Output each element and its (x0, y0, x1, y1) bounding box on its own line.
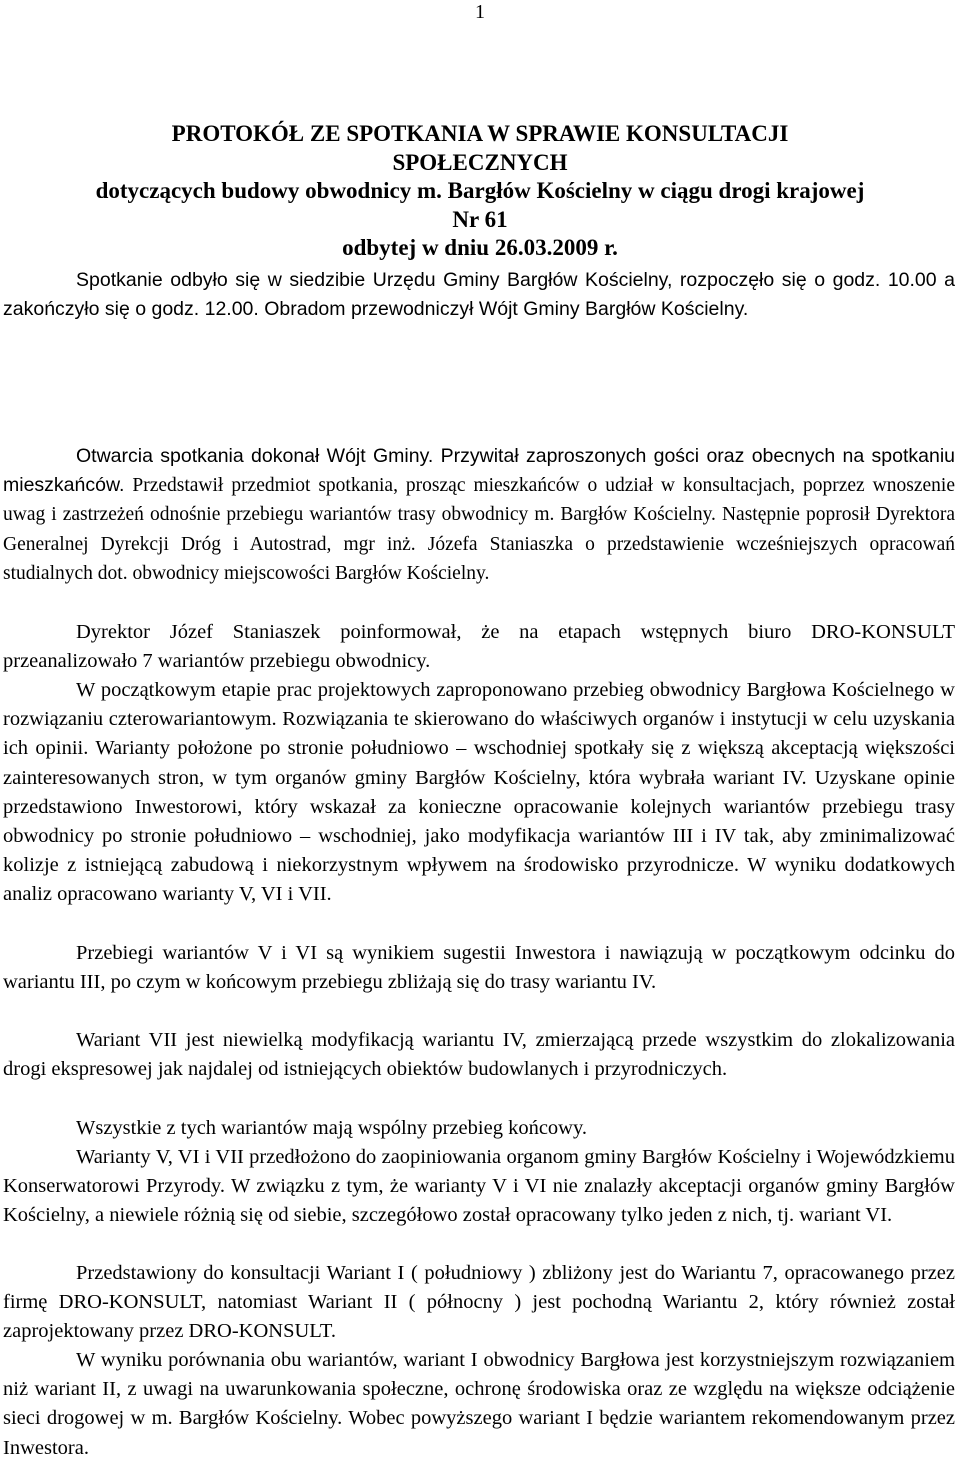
title-line-3: dotyczących budowy obwodnicy m. Bargłów Kościelny w ciągu drogi krajowej (95, 178, 865, 203)
page-number: 1 (475, 1, 485, 23)
title-line-2: SPOŁECZNYCH (392, 149, 568, 175)
paragraph-variants-v-vi: Przebiegi wariantów V i VI są wynikiem sugestii Inwestora i nawiązują w początkowym odcinku do wariantu III, po czym w końcowym przebiegu zbliżają się do trasy wariantu IV. (3, 942, 955, 994)
paragraph-opening-part-2: Przedstawił przedmiot spotkania, prosząc mieszkańców o udział w konsultacjach, poprzez wnoszenie uwag i zastrzeżeń odnośnie przebiegu wariantów trasy obwodnicy m. Bargłów Kościelny. Następnie poprosił Dyrektora Generalnej Dyrekcji Dróg i Autostrad, mgr inż. Józefa Staniaszka o przedstawienie wcześniejszych opracowań studialnych dot. obwodnicy miejscowości Bargłów Kościelny. (3, 475, 955, 584)
paragraph-variant-vii: Wariant VII jest niewielką modyfikacją wariantu IV, zmierzającą przede wszystkim do zlokalizowania drogi ekspresowej jak najdalej od istniejących obiektów budowlanych i przyrodniczych. (3, 1029, 955, 1081)
title-line-5: odbytej w dniu 26.03.2009 r. (342, 235, 618, 260)
paragraph-common-route: Wszystkie z tych wariantów mają wspólny przebieg końcowy. (76, 1117, 588, 1139)
paragraph-meeting-info: Spotkanie odbyło się w siedzibie Urzędu Gminy Bargłów Kościelny, rozpoczęło się o godz. 10.00 a zakończyło się o godz. 12.00. Obradom przewodniczył Wójt Gminy Bargłów Kościelny. (3, 269, 955, 321)
document-title (60, 120, 900, 263)
paragraph-opening-part-1: Otwarcia spotkania dokonał Wójt Gminy. Przywitał zaproszonych gości oraz obecnych na spotkaniu mieszkańców. (3, 445, 955, 497)
title-line-1: PROTOKÓŁ ZE SPOTKANIA W SPRAWIE KONSULTACJI (171, 121, 789, 146)
title-line-4: Nr 61 (452, 206, 508, 232)
paragraph-director-info: Dyrektor Józef Staniaszek poinformował, że na etapach wstępnych biuro DRO-KONSULT przeanalizowało 7 wariantów przebiegu obwodnicy. (3, 621, 955, 673)
paragraph-opinions: Warianty V, VI i VII przedłożono do zaopiniowania organom gminy Bargłów Kościelny i Wojewódzkiemu Konserwatorowi Przyrody. W związku z tym, że warianty V i VI nie znalazły akceptacji organów gminy Bargłów Kościelny, a niewiele różnią się od siebie, szczegółowo został opracowany tylko jeden z nich, tj. wariant VI. (3, 1146, 955, 1227)
paragraph-consultation-variants: Przedstawiony do konsultacji Wariant I ( południowy ) zbliżony jest do Wariantu 7, opracowanego przez firmę DRO-KONSULT, natomiast Wariant II ( północny ) jest pochodną Wariantu 2, który również został zaprojektowany przez DRO-KONSULT. (3, 1262, 955, 1343)
paragraph-comparison: W wyniku porównania obu wariantów, wariant I obwodnicy Bargłowa jest korzystniejszym rozwiązaniem niż wariant II, z uwagi na uwarunkowania społeczne, ochronę środowiska oraz ze względu na większe odciążenie sieci drogowej w m. Bargłów Kościelny. Wobec powyższego wariant I będzie wariantem rekomendowanym przez Inwestora. (3, 1349, 955, 1459)
paragraph-initial-stage: W początkowym etapie prac projektowych zaproponowano przebieg obwodnicy Bargłowa Kościelnego w rozwiązaniu czterowariantowym. Rozwiązania te skierowano do właściwych organów i instytucji w celu uzyskania ich opinii. Warianty położone po stronie południowo – wschodniej spotkały się z większą akceptacją większości zainteresowanych stron, w tym organów gminy Bargłów Kościelny, która wybrała wariant IV. Uzyskane opinie przedstawiono Inwestorowi, który wskazał za konieczne opracowanie kolejnych wariantów przebiegu trasy obwodnicy po stronie południowo – wschodniej, jako modyfikacja wariantów III i IV tak, aby zminimalizować kolizje z istniejącą zabudową i niekorzystnym wpływem na środowisko przyrodnicze. W wyniku dodatkowych analiz opracowano warianty V, VI i VII. (3, 679, 955, 906)
paragraph-opening (3, 442, 955, 588)
